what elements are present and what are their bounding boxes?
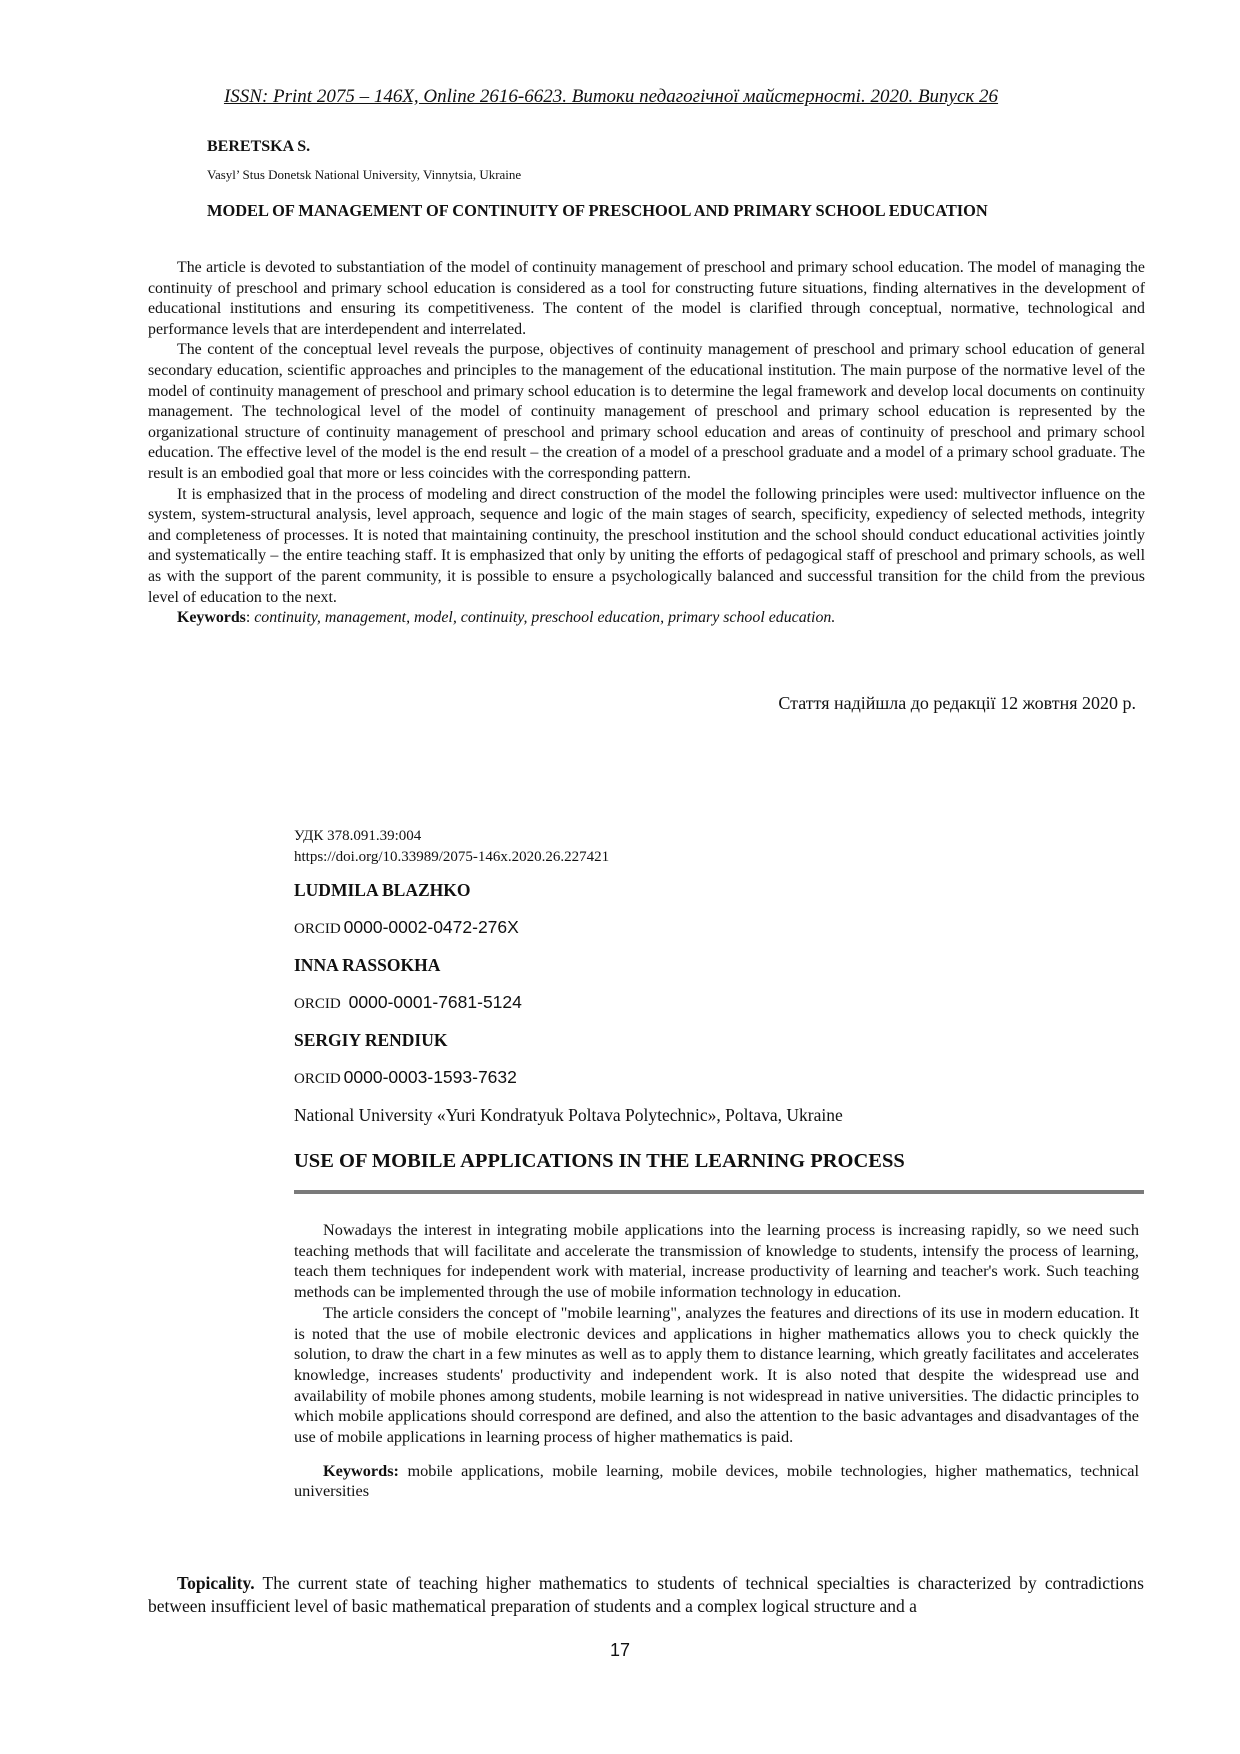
author-name: INNA RASSOKHA: [294, 955, 441, 975]
article2-abstract: [294, 1220, 1139, 1502]
keywords-text: continuity, management, model, continuity, preschool education, primary school education.: [254, 609, 836, 627]
topicality-section: [148, 1572, 1144, 1618]
author-name: SERGIY RENDIUK: [294, 1030, 448, 1050]
article2-affiliation: National University «Yuri Kondratyuk Poltava Polytechnic», Poltava, Ukraine: [294, 1105, 843, 1125]
article1-title: MODEL OF MANAGEMENT OF CONTINUITY OF PRESCHOOL AND PRIMARY SCHOOL EDUCATION: [207, 201, 988, 220]
keywords-text: mobile applications, mobile learning, mobile devices, mobile technologies, higher mathematics, technical universities: [294, 1460, 1139, 1501]
article1-affiliation: Vasyl’ Stus Donetsk National University, Vinnytsia, Ukraine: [207, 167, 522, 182]
author-orcid[interactable]: [294, 1067, 517, 1088]
article2-paragraph: Nowadays the interest in integrating mobile applications into the learning process is increasing rapidly, so we need such teaching methods that will facilitate and accelerate the transmission of knowledge to students, intensify the process of learning, teach them techniques for independent work with material, increase productivity of learning and teacher's work. Such teaching methods can be implemented through the use of mobile information technology in education.: [294, 1220, 1139, 1302]
article1-paragraph: The article is devoted to substantiation of the model of continuity management of preschool and primary school education. The model of managing the continuity of preschool and primary school education is considered as a tool for constructing future situations, finding alternatives in the development of educational institutions and ensuring its competitiveness. The content of the model is clarified through conceptual, normative, technological and performance levels that are interdependent and interrelated.: [148, 259, 1145, 338]
orcid-label: ORCID: [294, 921, 341, 937]
topicality-text: The current state of teaching higher mathematics to students of technical specialties is characterized by contradictions between insufficient level of basic mathematical preparation of students and a complex logical structure and a: [148, 1573, 1144, 1616]
article1-paragraph: It is emphasized that in the process of modeling and direct construction of the model the following principles were used: multivector influence on the system, system-structural analysis, level approach, sequence and logic of the main stages of search, specificity, expediency of selected methods, integrity and completeness of processes. It is noted that maintaining continuity, the preschool institution and the school should conduct educational activities jointly and systematically – the entire teaching staff. It is emphasized that only by uniting the efforts of pedagogical staff of preschool and primary schools, as well as with the support of the parent community, it is possible to ensure a psychologically balanced and successful transition for the child from the previous level of education to the next.: [148, 485, 1145, 606]
topicality-label: Topicality.: [177, 1573, 255, 1593]
doi-link[interactable]: https://doi.org/10.33989/2075-146x.2020.26.227421: [294, 849, 610, 865]
author-orcid[interactable]: [294, 992, 522, 1013]
article2-keywords: [294, 1461, 1139, 1502]
keywords-label: Keywords:: [323, 1460, 399, 1480]
article1-author: BERETSKA S.: [207, 138, 311, 155]
orcid-label: ORCID: [294, 1071, 341, 1087]
article2-paragraph: The article considers the concept of "mobile learning", analyzes the features and directions of its use in modern education. It is noted that the use of mobile electronic devices and applications in higher mathematics allows you to check quickly the solution, to draw the chart in a few minutes as well as to apply them to distance learning, which greatly facilitates and accelerates knowledge, increases students' productivity and independent work. It is also noted that despite the widespread use and availability of mobile phones among students, mobile learning is not widespread in native universities. The didactic principles to which mobile applications should correspond are defined, and also the attention to the basic advantages and disadvantages of the use of mobile applications in learning process of higher mathematics is paid.: [294, 1302, 1139, 1447]
page-number: 17: [609, 1640, 631, 1660]
orcid-number: 0000-0002-0472-276X: [343, 917, 519, 937]
article1-abstract: [148, 258, 1145, 629]
topicality-paragraph: [148, 1572, 1144, 1618]
orcid-label: ORCID: [294, 996, 341, 1012]
article1-paragraph: The content of the conceptual level reveals the purpose, objectives of continuity management of preschool and primary school education of general secondary education, scientific approaches and principles to the management of the educational institution. The main purpose of the normative level of the model of continuity management of preschool and primary school education is to determine the legal framework and develop local documents on continuity management. The technological level of the model of continuity management of preschool and primary school education is represented by the organizational structure of continuity management of preschool and primary school education and areas of continuity of preschool and primary school education. The effective level of the model is the end result – the creation of a model of a preschool graduate and a model of a primary school graduate. The result is an embodied goal that more or less coincides with the corresponding pattern.: [148, 341, 1145, 482]
udk-code: УДК 378.091.39:004: [294, 828, 422, 844]
title-divider: [294, 1190, 1144, 1194]
orcid-number: 0000-0001-7681-5124: [348, 992, 522, 1012]
article1-keywords: Keywords: continuity, management, model, continuity, preschool education, primary school education.: [177, 609, 836, 627]
author-name: LUDMILA BLAZHKO: [294, 880, 471, 900]
journal-header: ISSN: Print 2075 – 146X, Online 2616-6623. Витоки педагогічної майстерності. 2020. Випуск 26: [223, 86, 999, 107]
article2-title: USE OF MOBILE APPLICATIONS IN THE LEARNING PROCESS: [294, 1150, 905, 1172]
author-orcid[interactable]: [294, 917, 519, 938]
received-date: Стаття надійшла до редакції 12 жовтня 2020 р.: [778, 693, 1136, 713]
keywords-label: Keywords: [177, 609, 246, 627]
orcid-number: 0000-0003-1593-7632: [343, 1067, 517, 1087]
